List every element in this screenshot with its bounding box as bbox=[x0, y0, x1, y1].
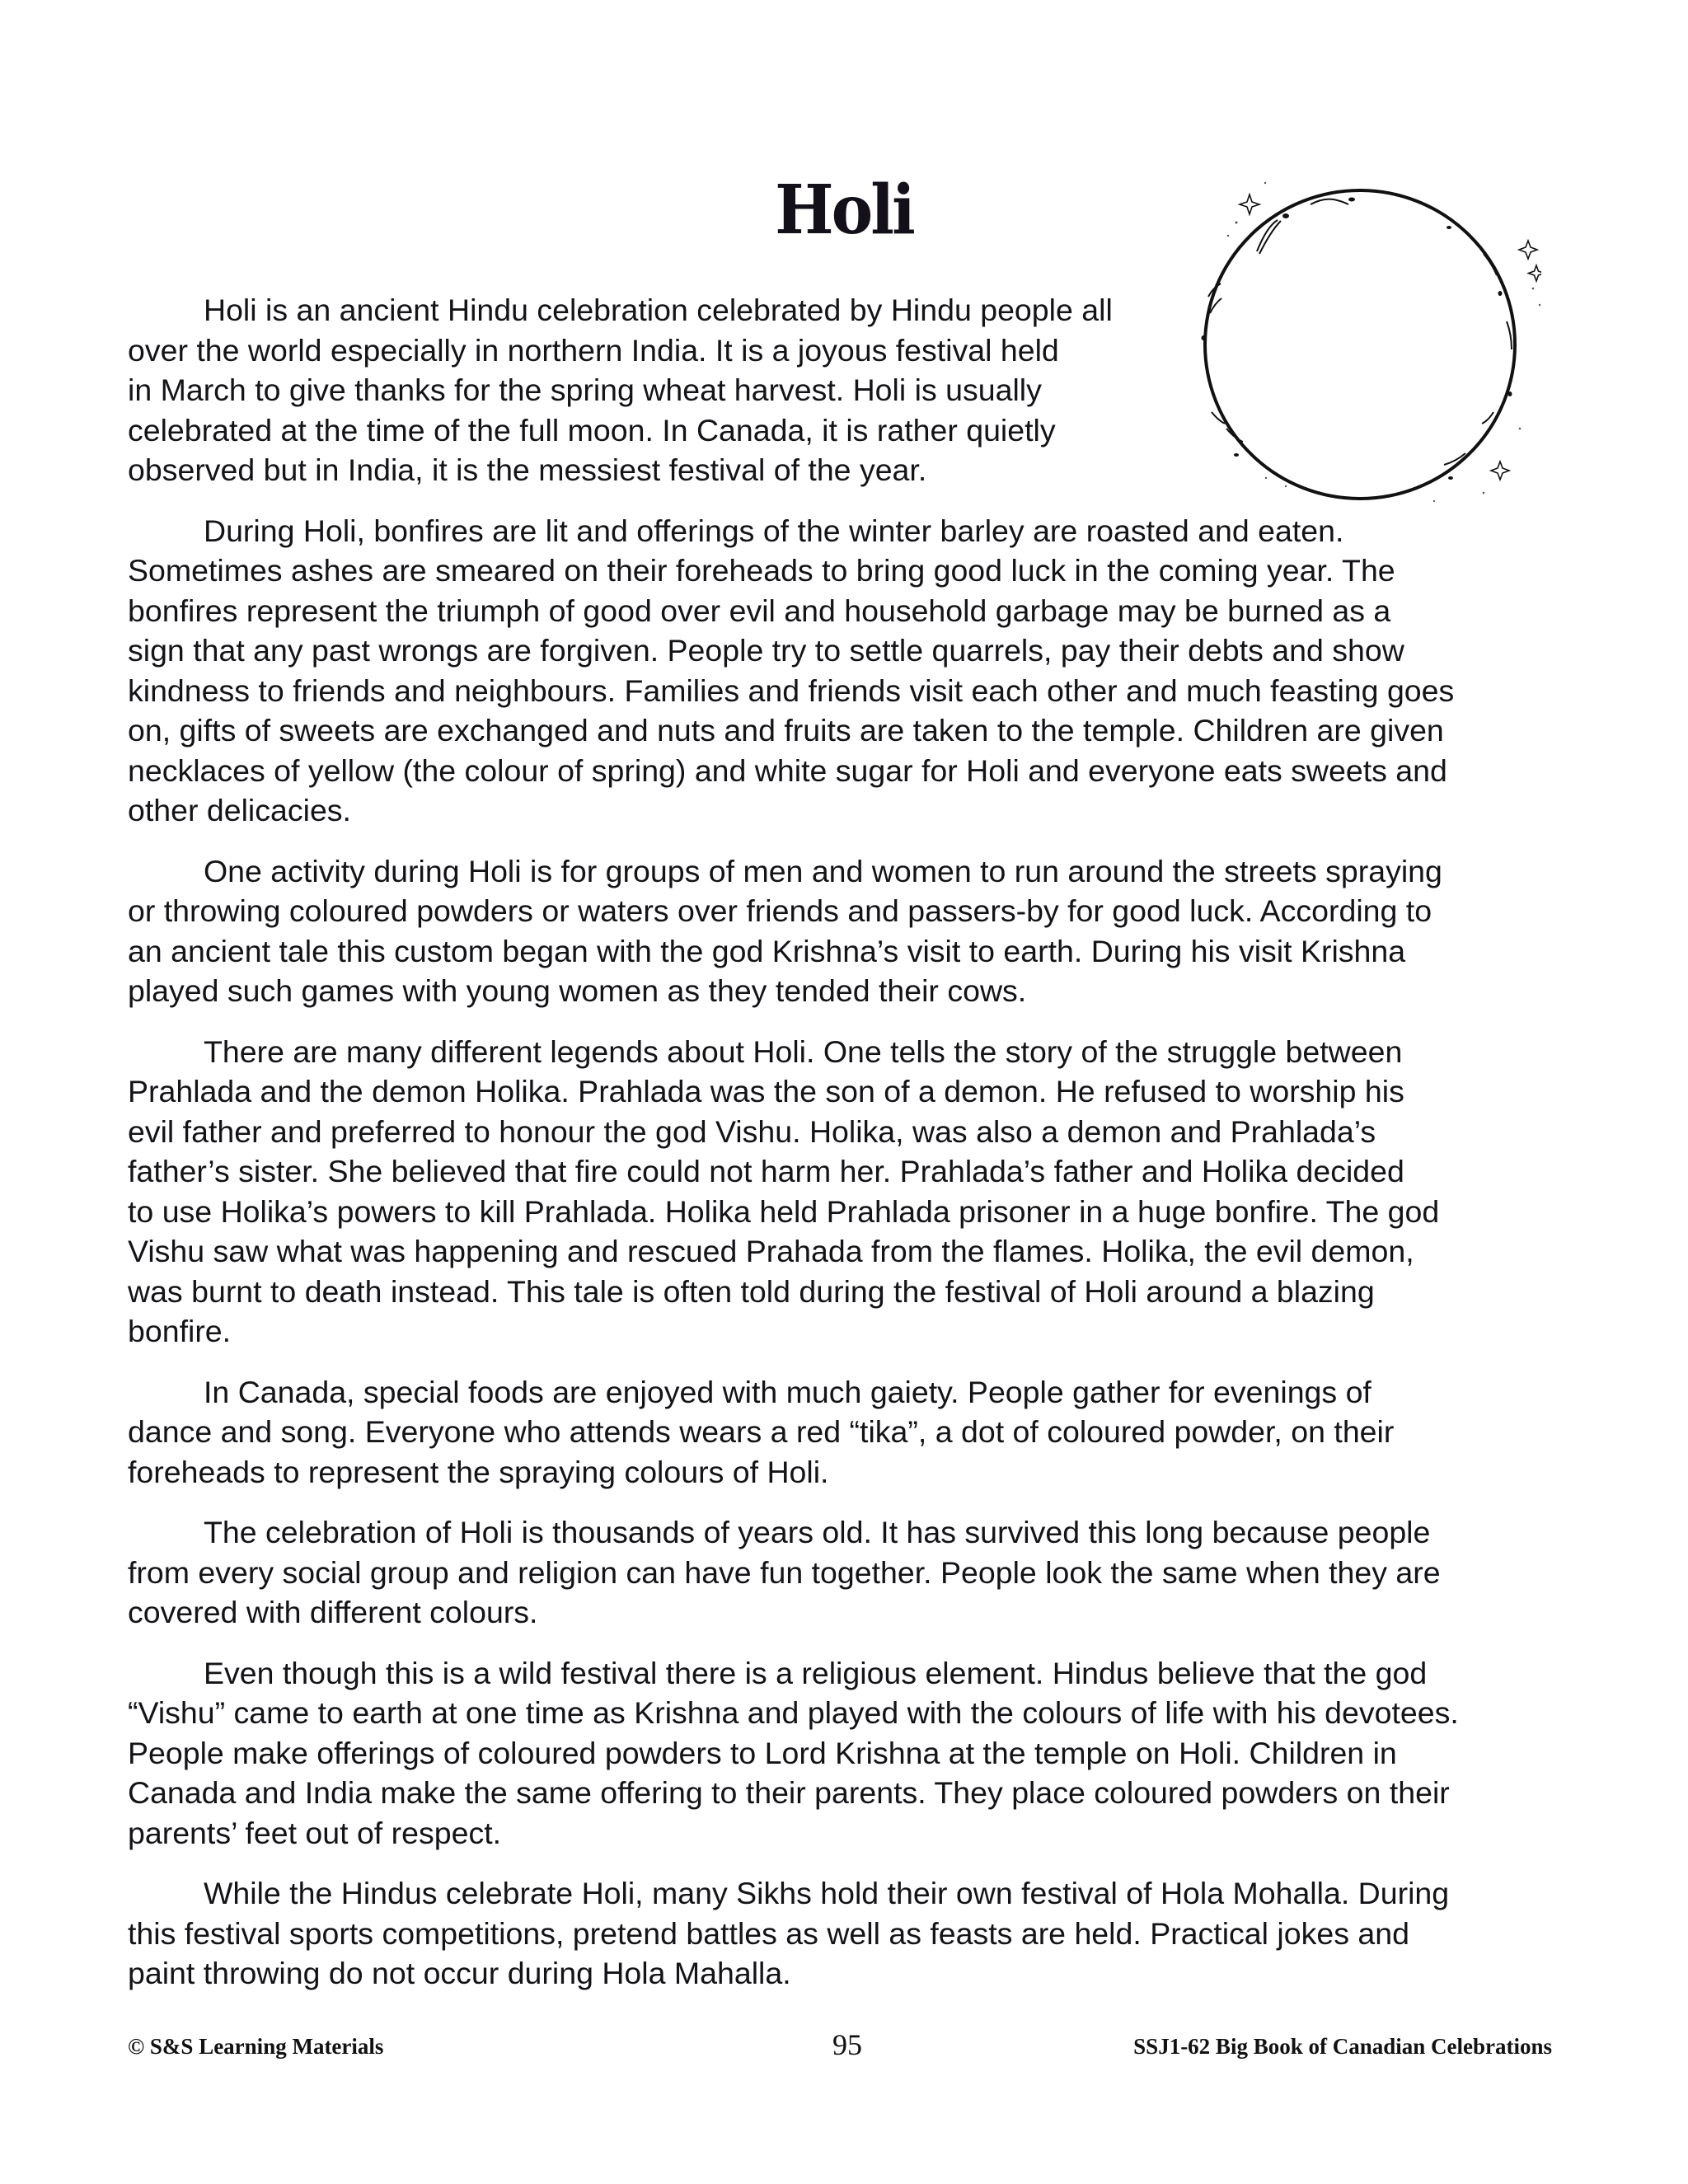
paragraph-4 bbox=[128, 1032, 1566, 1352]
text-line: In Canada, special foods are enjoyed with much gaiety. People gather for evenings of bbox=[204, 1374, 1372, 1409]
text-line: parents’ feet out of respect. bbox=[128, 1815, 502, 1850]
text-line: observed but in India, it is the messiest festival of the year. bbox=[128, 452, 927, 487]
text-line: sign that any past wrongs are forgiven. People try to settle quarrels, pay their debts and show bbox=[128, 633, 1404, 668]
page-number: 95 bbox=[832, 2028, 862, 2061]
paragraph-6 bbox=[128, 1512, 1566, 1633]
paragraph-8 bbox=[128, 1873, 1566, 1994]
paragraph-2 bbox=[128, 511, 1566, 831]
text-line: bonfires represent the triumph of good over evil and household garbage may be burned as a bbox=[128, 593, 1391, 628]
article-body bbox=[128, 290, 1566, 2014]
text-line: Even though this is a wild festival there is a religious element. Hindus believe that the god bbox=[204, 1655, 1428, 1690]
copyright-notice: © S&S Learning Materials bbox=[128, 2034, 384, 2059]
text-line: Holi is an ancient Hindu celebration celebrated by Hindu people all bbox=[204, 293, 1113, 327]
text-line: There are many different legends about Holi. One tells the story of the struggle between bbox=[204, 1033, 1403, 1069]
text-line: People make offerings of coloured powders to Lord Krishna at the temple on Holi. Children in bbox=[128, 1735, 1397, 1770]
text-line: over the world especially in northern India. It is a joyous festival held bbox=[128, 332, 1059, 368]
text-line: other delicacies. bbox=[128, 793, 351, 827]
text-line: on, gifts of sweets are exchanged and nuts and fruits are taken to the temple. Children are given bbox=[128, 713, 1444, 748]
text-line: necklaces of yellow (the colour of spring) and white sugar for Holi and everyone eats sweets and bbox=[128, 752, 1447, 788]
text-line: dance and song. Everyone who attends wears a red “tika”, a dot of coloured powder, on their bbox=[128, 1414, 1395, 1449]
paragraph-7 bbox=[128, 1653, 1566, 1854]
text-line: During Holi, bonfires are lit and offerings of the winter barley are roasted and eaten. bbox=[204, 513, 1344, 548]
text-line: Prahlada and the demon Holika. Prahlada was the son of a demon. He refused to worship his bbox=[128, 1074, 1404, 1108]
text-line: celebrated at the time of the full moon. In Canada, it is rather quietly bbox=[128, 412, 1056, 448]
text-line: Canada and India make the same offering to their parents. They place coloured powders on their bbox=[128, 1775, 1450, 1810]
text-line: was burnt to death instead. This tale is often told during the festival of Holi around a blazing bbox=[128, 1273, 1375, 1309]
text-line: One activity during Holi is for groups of men and women to run around the streets spraying bbox=[204, 853, 1442, 888]
text-line: covered with different colours. bbox=[128, 1595, 538, 1629]
page-title: Holi bbox=[775, 171, 914, 250]
paragraph-1 bbox=[128, 290, 1566, 490]
book-title: SSJ1-62 Big Book of Canadian Celebrations bbox=[1133, 2034, 1552, 2059]
paragraph-3 bbox=[128, 851, 1566, 1011]
text-line: this festival sports competitions, pretend battles as well as feasts are held. Practical jokes and bbox=[128, 1915, 1409, 1951]
text-line: father’s sister. She believed that fire could not harm her. Prahlada’s father and Holika decided bbox=[128, 1154, 1404, 1188]
text-line: played such games with young women as they tended their cows. bbox=[128, 973, 1027, 1008]
text-line: kindness to friends and neighbours. Families and friends visit each other and much feasting goes bbox=[128, 673, 1455, 708]
page-footer bbox=[0, 2028, 1688, 2067]
text-line: or throwing coloured powders or waters over friends and passers-by for good luck. According to bbox=[128, 893, 1432, 928]
text-line: in March to give thanks for the spring wheat harvest. Holi is usually bbox=[128, 373, 1042, 407]
text-line: foreheads to represent the spraying colours of Holi. bbox=[128, 1454, 829, 1489]
text-line: paint throwing do not occur during Hola Mahalla. bbox=[128, 1956, 791, 1990]
text-line: an ancient tale this custom began with the god Krishna’s visit to earth. During his visit Krishna bbox=[128, 933, 1406, 968]
text-line: While the Hindus celebrate Holi, many Sikhs hold their own festival of Hola Mohalla. During bbox=[204, 1876, 1450, 1910]
text-line: “Vishu” came to earth at one time as Krishna and played with the colours of life with his devotees. bbox=[128, 1695, 1459, 1730]
text-line: evil father and preferred to honour the god Vishu. Holika, was also a demon and Prahlada’s bbox=[128, 1113, 1376, 1149]
text-line: Sometimes ashes are smeared on their foreheads to bring good luck in the coming year. The bbox=[128, 553, 1395, 588]
text-line: Vishu saw what was happening and rescued Prahada from the flames. Holika, the evil demon, bbox=[128, 1234, 1414, 1268]
text-line: to use Holika’s powers to kill Prahlada. Holika held Prahlada prisoner in a huge bonfire. The god bbox=[128, 1193, 1440, 1229]
text-line: from every social group and religion can have fun together. People look the same when they are bbox=[128, 1554, 1441, 1590]
paragraph-5 bbox=[128, 1372, 1566, 1493]
text-line: bonfire. bbox=[128, 1314, 232, 1348]
text-line: The celebration of Holi is thousands of years old. It has survived this long because people bbox=[204, 1515, 1431, 1549]
